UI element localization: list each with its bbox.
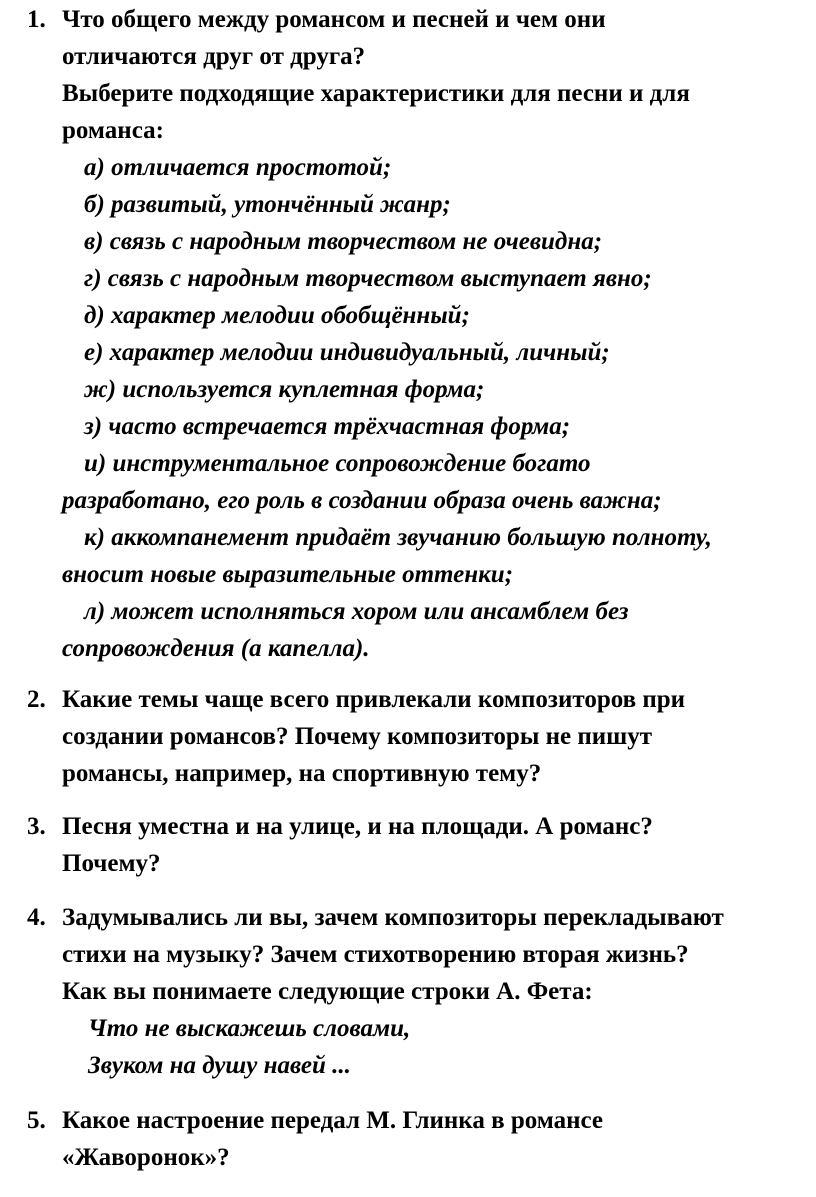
question-number: 2. <box>27 686 46 713</box>
option-g: г) связь с народным творчеством выступает явно; <box>84 265 652 292</box>
question-line: стихи на музыку? Зачем стихотворению вторая жизнь? <box>62 941 689 968</box>
option-b: б) развитый, утончённый жанр; <box>84 191 451 218</box>
question-line: Выберите подходящие характеристики для песни и для <box>62 80 690 107</box>
question-line: отличаются друг от друга? <box>62 43 366 70</box>
option-z: з) часто встречается трёхчастная форма; <box>84 413 571 440</box>
question-line: Какие темы чаще всего привлекали композиторов при <box>62 686 686 713</box>
option-zh: ж) используется куплетная форма; <box>84 376 485 403</box>
question-number: 1. <box>27 6 46 33</box>
question-line: Песня уместна и на улице, и на площади. А романс? <box>62 813 653 840</box>
question-number: 5. <box>27 1107 46 1134</box>
option-v: в) связь с народным творчеством не очевидна; <box>84 228 603 255</box>
option-l: л) может исполняться хором или ансамблем без <box>84 598 629 625</box>
question-text <box>62 808 802 882</box>
question-number: 3. <box>27 813 46 840</box>
question-line: Какое настроение передал М. Глинка в романсе <box>62 1107 604 1134</box>
option-l-continued: сопровождения (а капелла). <box>62 635 370 662</box>
question-line: Почему? <box>62 850 161 877</box>
option-d: д) характер мелодии обобщённый; <box>84 302 470 329</box>
question-line: создании романсов? Почему композиторы не пишут <box>62 723 653 750</box>
option-k: к) аккомпанемент придаёт звучанию большую полноту, <box>84 524 712 551</box>
poem-quote-line: Что не выскажешь словами, <box>88 1015 411 1042</box>
question-line: Как вы понимаете следующие строки А. Фета: <box>62 978 593 1005</box>
question-number: 4. <box>27 904 46 931</box>
option-e: е) характер мелодии индивидуальный, личный; <box>84 339 610 366</box>
question-line: романсы, например, на спортивную тему? <box>62 760 542 787</box>
question-line: «Жаворонок»? <box>62 1144 230 1171</box>
option-k-continued: вносит новые выразительные оттенки; <box>62 561 514 588</box>
option-i-continued: разработано, его роль в создании образа очень важна; <box>62 487 662 514</box>
question-line: романса: <box>62 117 164 144</box>
question-text <box>62 1102 802 1176</box>
question-text <box>62 1 802 667</box>
question-text <box>62 681 802 792</box>
poem-quote-line: Звуком на душу навей ... <box>88 1052 351 1079</box>
question-line: Что общего между романсом и песней и чем они <box>62 6 606 33</box>
option-a: а) отличается простотой; <box>84 154 392 181</box>
option-i: и) инструментальное сопровождение богато <box>84 450 591 477</box>
question-line: Задумывались ли вы, зачем композиторы перекладывают <box>62 904 724 931</box>
question-text <box>62 899 802 1084</box>
